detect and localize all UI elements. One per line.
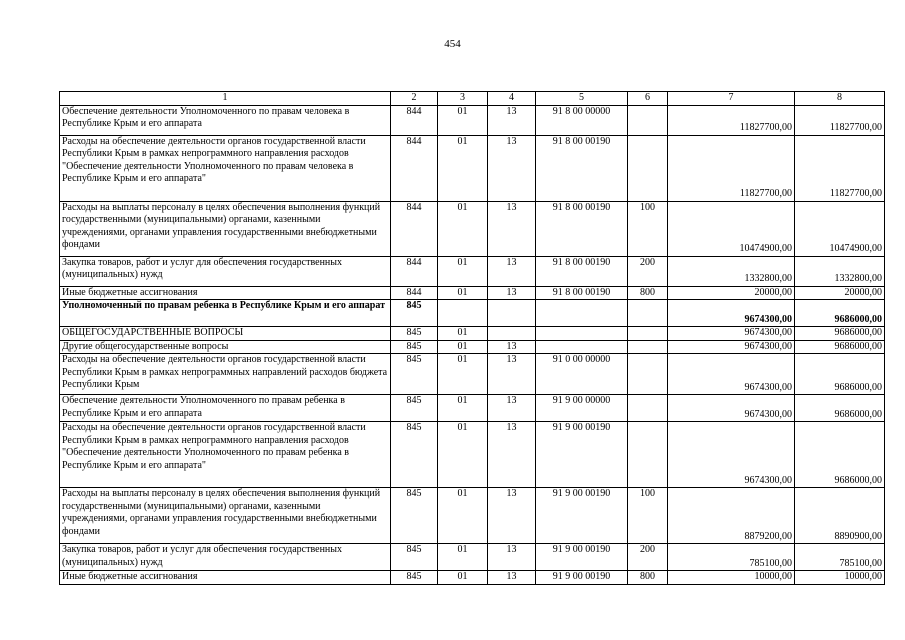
subsection-cell: 13 <box>488 256 536 286</box>
section-cell: 01 <box>438 422 488 488</box>
table-row <box>60 105 885 135</box>
amount-year2-cell: 10474900,00 <box>795 201 885 256</box>
subsection-cell: 13 <box>488 286 536 300</box>
amount-year2-cell: 9686000,00 <box>795 327 885 341</box>
amount-year2-cell: 785100,00 <box>795 544 885 571</box>
expense-type-cell <box>628 300 668 327</box>
expense-type-cell: 100 <box>628 488 668 544</box>
table-row <box>60 354 885 395</box>
table-row <box>60 395 885 422</box>
section-cell: 01 <box>438 286 488 300</box>
header-cell-7: 7 <box>668 92 795 106</box>
amount-year1-cell: 9674300,00 <box>668 340 795 354</box>
target-article-cell <box>536 327 628 341</box>
amount-year1-cell: 9674300,00 <box>668 422 795 488</box>
expense-type-cell <box>628 327 668 341</box>
header-cell-3: 3 <box>438 92 488 106</box>
code-admin-cell: 845 <box>391 395 438 422</box>
header-cell-1: 1 <box>60 92 391 106</box>
subsection-cell: 13 <box>488 340 536 354</box>
target-article-cell: 91 8 00 00000 <box>536 105 628 135</box>
row-name-cell: Обеспечение деятельности Уполномоченного по правам человека в Республике Крым и его аппарата <box>60 105 391 135</box>
amount-year2-cell: 11827700,00 <box>795 105 885 135</box>
page-number: 454 <box>444 38 461 50</box>
row-name-cell: Уполномоченный по правам ребенка в Республике Крым и его аппарат <box>60 300 391 327</box>
header-cell-4: 4 <box>488 92 536 106</box>
code-admin-cell: 844 <box>391 201 438 256</box>
section-cell: 01 <box>438 135 488 201</box>
target-article-cell: 91 8 00 00190 <box>536 201 628 256</box>
expense-type-cell: 200 <box>628 256 668 286</box>
target-article-cell: 91 8 00 00190 <box>536 135 628 201</box>
target-article-cell: 91 8 00 00190 <box>536 256 628 286</box>
row-name-cell: Обеспечение деятельности Уполномоченного по правам ребенка в Республике Крым и его аппарата <box>60 395 391 422</box>
section-cell: 01 <box>438 488 488 544</box>
expense-type-cell <box>628 105 668 135</box>
table-row <box>60 422 885 488</box>
code-admin-cell: 845 <box>391 422 438 488</box>
table-row <box>60 256 885 286</box>
row-name-cell: Закупка товаров, работ и услуг для обеспечения государственных (муниципальных) нужд <box>60 544 391 571</box>
code-admin-cell: 844 <box>391 105 438 135</box>
subsection-cell: 13 <box>488 422 536 488</box>
subsection-cell: 13 <box>488 544 536 571</box>
row-name-cell: Другие общегосударственные вопросы <box>60 340 391 354</box>
amount-year2-cell: 20000,00 <box>795 286 885 300</box>
amount-year1-cell: 9674300,00 <box>668 300 795 327</box>
subsection-cell: 13 <box>488 201 536 256</box>
subsection-cell <box>488 300 536 327</box>
row-name-cell: Расходы на выплаты персоналу в целях обеспечения выполнения функций государственными (муниципальными) органами, казенными учреждениями, органами управления государственными внебюджетными фондами <box>60 201 391 256</box>
row-name-cell: Расходы на выплаты персоналу в целях обеспечения выполнения функций государственными (муниципальными) органами, казенными учреждениями, органами управления государственными внебюджетными фондами <box>60 488 391 544</box>
section-cell: 01 <box>438 256 488 286</box>
amount-year1-cell: 11827700,00 <box>668 135 795 201</box>
header-cell-2: 2 <box>391 92 438 106</box>
amount-year2-cell: 11827700,00 <box>795 135 885 201</box>
expense-type-cell: 200 <box>628 544 668 571</box>
table-body <box>60 92 885 585</box>
amount-year1-cell: 9674300,00 <box>668 327 795 341</box>
section-cell: 01 <box>438 105 488 135</box>
code-admin-cell: 845 <box>391 340 438 354</box>
amount-year2-cell: 8890900,00 <box>795 488 885 544</box>
amount-year1-cell: 10000,00 <box>668 571 795 585</box>
expense-type-cell <box>628 135 668 201</box>
row-name-cell: Иные бюджетные ассигнования <box>60 571 391 585</box>
expense-type-cell: 800 <box>628 571 668 585</box>
target-article-cell: 91 9 00 00190 <box>536 544 628 571</box>
target-article-cell: 91 0 00 00000 <box>536 354 628 395</box>
subsection-cell: 13 <box>488 395 536 422</box>
table-row <box>60 286 885 300</box>
table-row <box>60 201 885 256</box>
amount-year2-cell: 9686000,00 <box>795 395 885 422</box>
section-cell: 01 <box>438 327 488 341</box>
section-cell: 01 <box>438 544 488 571</box>
subsection-cell: 13 <box>488 105 536 135</box>
table-row <box>60 488 885 544</box>
budget-table <box>59 91 885 585</box>
header-row <box>60 92 885 106</box>
amount-year1-cell: 20000,00 <box>668 286 795 300</box>
amount-year2-cell: 1332800,00 <box>795 256 885 286</box>
code-admin-cell: 845 <box>391 571 438 585</box>
row-name-cell: Расходы на обеспечение деятельности органов государственной власти Республики Крым в рамках непрограммного направления расходов "Обеспечение деятельности Уполномоченного по правам человека в Республике Крым и его аппарата" <box>60 135 391 201</box>
section-cell: 01 <box>438 354 488 395</box>
section-cell: 01 <box>438 395 488 422</box>
target-article-cell: 91 9 00 00000 <box>536 395 628 422</box>
target-article-cell: 91 9 00 00190 <box>536 422 628 488</box>
header-cell-5: 5 <box>536 92 628 106</box>
amount-year1-cell: 1332800,00 <box>668 256 795 286</box>
subsection-cell: 13 <box>488 488 536 544</box>
row-name-cell: Закупка товаров, работ и услуг для обеспечения государственных (муниципальных) нужд <box>60 256 391 286</box>
section-cell <box>438 300 488 327</box>
expense-type-cell <box>628 422 668 488</box>
amount-year2-cell: 9686000,00 <box>795 340 885 354</box>
expense-type-cell: 800 <box>628 286 668 300</box>
amount-year1-cell: 8879200,00 <box>668 488 795 544</box>
target-article-cell <box>536 340 628 354</box>
expense-type-cell: 100 <box>628 201 668 256</box>
amount-year2-cell: 9686000,00 <box>795 354 885 395</box>
expense-type-cell <box>628 340 668 354</box>
code-admin-cell: 845 <box>391 300 438 327</box>
row-name-cell: Иные бюджетные ассигнования <box>60 286 391 300</box>
code-admin-cell: 844 <box>391 286 438 300</box>
subsection-cell: 13 <box>488 135 536 201</box>
row-name-cell: Расходы на обеспечение деятельности органов государственной власти Республики Крым в рамках непрограммных направлений расходов бюджета Республики Крым <box>60 354 391 395</box>
section-cell: 01 <box>438 340 488 354</box>
amount-year1-cell: 9674300,00 <box>668 354 795 395</box>
target-article-cell: 91 9 00 00190 <box>536 571 628 585</box>
code-admin-cell: 844 <box>391 256 438 286</box>
code-admin-cell: 844 <box>391 135 438 201</box>
target-article-cell <box>536 300 628 327</box>
amount-year1-cell: 9674300,00 <box>668 395 795 422</box>
amount-year1-cell: 11827700,00 <box>668 105 795 135</box>
amount-year1-cell: 785100,00 <box>668 544 795 571</box>
code-admin-cell: 845 <box>391 544 438 571</box>
table-row <box>60 544 885 571</box>
target-article-cell: 91 8 00 00190 <box>536 286 628 300</box>
code-admin-cell: 845 <box>391 354 438 395</box>
table-row <box>60 300 885 327</box>
table-row <box>60 327 885 341</box>
amount-year1-cell: 10474900,00 <box>668 201 795 256</box>
table-row <box>60 340 885 354</box>
row-name-cell: ОБЩЕГОСУДАРСТВЕННЫЕ ВОПРОСЫ <box>60 327 391 341</box>
header-cell-8: 8 <box>795 92 885 106</box>
target-article-cell: 91 9 00 00190 <box>536 488 628 544</box>
table-row <box>60 571 885 585</box>
amount-year2-cell: 10000,00 <box>795 571 885 585</box>
code-admin-cell: 845 <box>391 327 438 341</box>
subsection-cell: 13 <box>488 571 536 585</box>
expense-type-cell <box>628 395 668 422</box>
amount-year2-cell: 9686000,00 <box>795 422 885 488</box>
code-admin-cell: 845 <box>391 488 438 544</box>
subsection-cell: 13 <box>488 354 536 395</box>
row-name-cell: Расходы на обеспечение деятельности органов государственной власти Республики Крым в рамках непрограммного направления расходов "Обеспечение деятельности Уполномоченного по правам ребенка в Республике Крым и его аппарата" <box>60 422 391 488</box>
section-cell: 01 <box>438 571 488 585</box>
amount-year2-cell: 9686000,00 <box>795 300 885 327</box>
header-cell-6: 6 <box>628 92 668 106</box>
section-cell: 01 <box>438 201 488 256</box>
expense-type-cell <box>628 354 668 395</box>
table-row <box>60 135 885 201</box>
subsection-cell <box>488 327 536 341</box>
